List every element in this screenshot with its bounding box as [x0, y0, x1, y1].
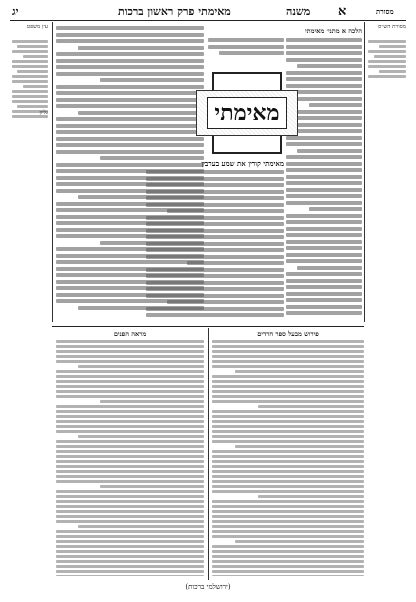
right-margin-column	[368, 40, 406, 320]
folio-sub-label: מסורת	[376, 7, 394, 16]
section-divider	[52, 326, 364, 327]
intro-heading: הלכה א מתני׳ מאימתי	[304, 27, 362, 35]
header-rule	[10, 20, 406, 21]
lower-right-commentary	[212, 340, 364, 576]
center-upper-text	[208, 38, 284, 62]
lower-left-commentary	[56, 340, 204, 576]
tractate-tag: משנה	[286, 5, 311, 18]
lower-column-rule	[208, 328, 209, 580]
upper-right-commentary	[286, 38, 362, 322]
mishna-text	[146, 170, 284, 322]
page-title: מאימתי פרק ראשון ברכות	[118, 5, 231, 18]
mishna-opening: מאימתי קורין את שמע בערבין	[201, 159, 284, 168]
left-margin-label: עין משפט	[26, 24, 48, 30]
left-margin-note: גליון	[39, 110, 48, 116]
right-margin-rule	[364, 22, 365, 322]
footer-label: (ירושלמי ברכות)	[185, 583, 231, 591]
folio-number: א	[338, 4, 347, 19]
commentary-heading: פירוש מבעל ספר חרדים	[257, 330, 319, 338]
page-marker: יג	[12, 5, 19, 18]
section-heading: מראה הפנים	[113, 330, 147, 338]
chapter-title-block	[212, 72, 282, 154]
chapter-title-word: מאימתי	[207, 97, 286, 129]
title-ornament	[196, 90, 297, 136]
left-margin-rule	[52, 22, 53, 322]
right-margin-label: מסורת הש״ס	[378, 24, 406, 30]
left-margin-column	[12, 40, 48, 320]
